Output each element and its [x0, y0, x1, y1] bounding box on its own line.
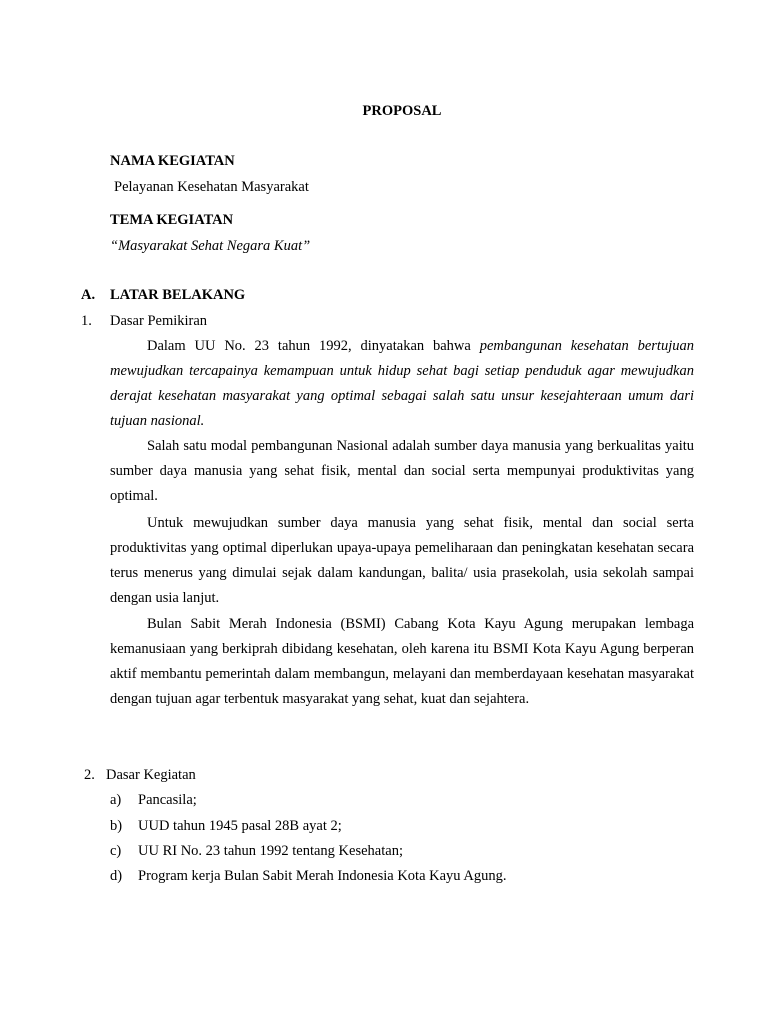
tema-kegiatan-heading: TEMA KEGIATAN	[110, 212, 234, 228]
list-item: UU RI No. 23 tahun 1992 tentang Kesehatan;	[138, 843, 403, 859]
item-2-heading: Dasar Kegiatan	[106, 767, 196, 783]
section-a-marker: A.	[81, 287, 96, 303]
paragraph-1	[110, 334, 694, 434]
list-item: Program kerja Bulan Sabit Merah Indonesia Kota Kayu Agung.	[138, 868, 507, 884]
list-item: Pancasila;	[138, 792, 197, 808]
paragraph-1-italic-text: pembangunan kesehatan bertujuan mewujudkan tercapainya kemampuan untuk hidup sehat bagi setiap penduduk agar mewujudkan derajat kesehatan masyarakat yang optimal sebagai salah satu unsur kesejahteraan umum dari tujuan nasional.	[110, 338, 694, 429]
item-2-marker: 2.	[84, 767, 95, 783]
list-item-marker: b)	[110, 818, 123, 834]
tema-kegiatan-value: “Masyarakat Sehat Negara Kuat”	[110, 238, 311, 254]
list-item-marker: a)	[110, 792, 122, 808]
paragraph-4: Bulan Sabit Merah Indonesia (BSMI) Cabang Kota Kayu Agung merupakan lembaga kemanusiaan yang berkiprah dibidang kesehatan, oleh karena itu BSMI Kota Kayu Agung berperan aktif membantu pemerintah dalam membangun, melayani dan memberdayaan kesehatan masyarakat dengan tujuan agar terbentuk masyarakat yang sehat, kuat dan sejahtera.	[110, 616, 694, 707]
section-a-heading: LATAR BELAKANG	[110, 287, 246, 303]
list-item: UUD tahun 1945 pasal 28B ayat 2;	[138, 818, 342, 834]
paragraph-2: Salah satu modal pembangunan Nasional adalah sumber daya manusia yang berkualitas yaitu sumber daya manusia yang sehat fisik, mental dan social serta mempunyai produktivitas yang optimal.	[110, 438, 694, 504]
document-title: PROPOSAL	[362, 103, 442, 119]
item-1-heading: Dasar Pemikiran	[110, 313, 208, 329]
item-1-marker: 1.	[81, 313, 92, 329]
paragraph-3: Untuk mewujudkan sumber daya manusia yang sehat fisik, mental dan social serta produktivitas yang optimal diperlukan upaya-upaya pemeliharaan dan peningkatan kesehatan secara terus menerus yang dimulai sejak dalam kandungan, balita/ usia prasekolah, usia sekolah sampai dengan usia lanjut.	[110, 515, 694, 606]
nama-kegiatan-heading: NAMA KEGIATAN	[110, 153, 235, 169]
paragraph-1-text: Dalam UU No. 23 tahun 1992, dinyatakan bahwa	[147, 338, 480, 354]
list-item-marker: c)	[110, 843, 122, 859]
nama-kegiatan-value: Pelayanan Kesehatan Masyarakat	[114, 179, 309, 195]
list-item-marker: d)	[110, 868, 123, 884]
